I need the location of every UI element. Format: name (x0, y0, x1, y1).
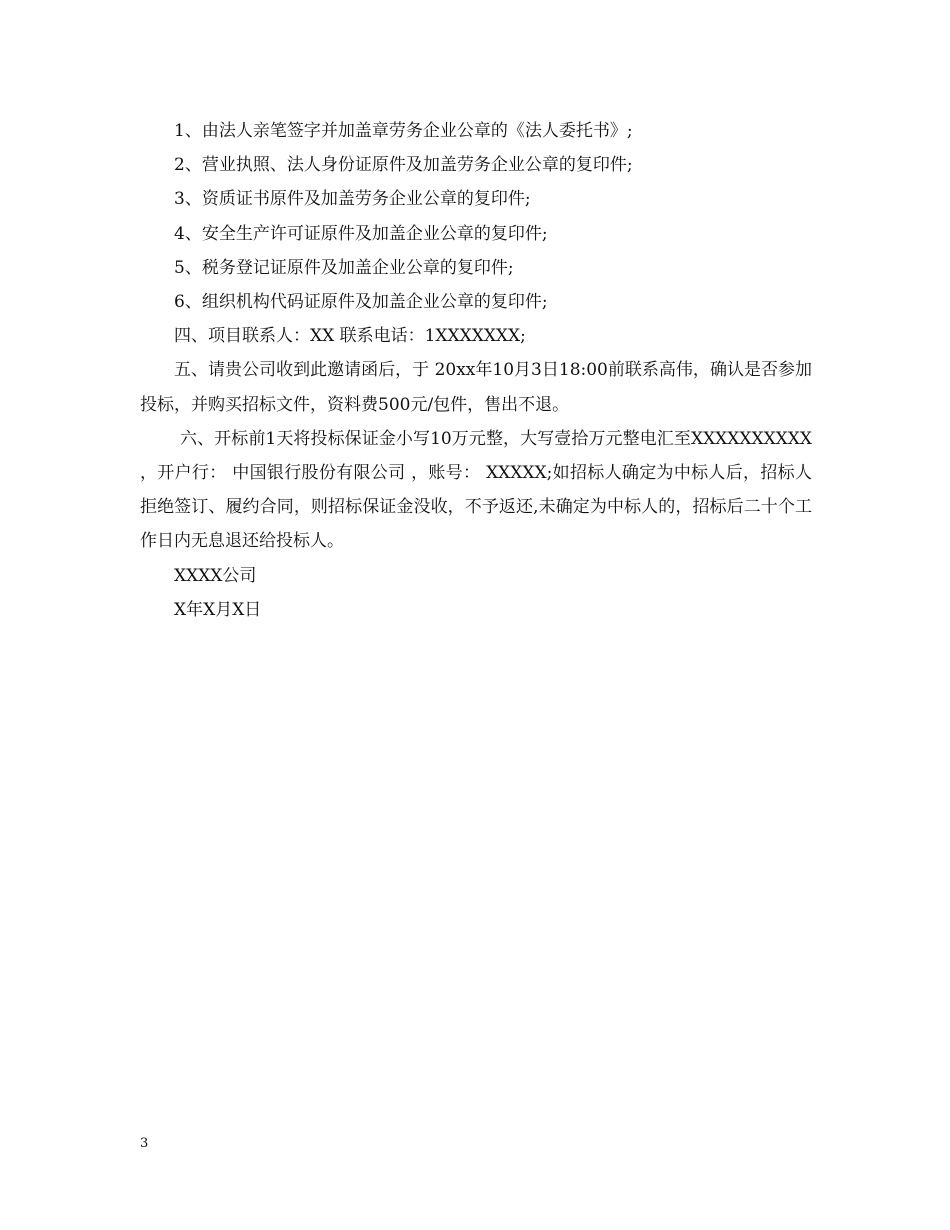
page-number: 3 (140, 1136, 149, 1151)
requirement-item-3: 3、资质证书原件及加盖劳务企业公章的复印件; (174, 189, 531, 210)
contact-paragraph: 四、项目联系人：XX 联系电话：1XXXXXXX; (174, 326, 526, 347)
requirement-item-2: 2、营业执照、法人身份证原件及加盖劳务企业公章的复印件; (174, 155, 633, 176)
requirement-item-5: 5、税务登记证原件及加盖企业公章的复印件; (174, 257, 514, 278)
document-body (140, 114, 812, 627)
company-signature: XXXX公司 (174, 565, 257, 586)
signature-date: X年X月X日 (174, 599, 262, 620)
requirement-item-1: 1、由法人亲笔签字并加盖章劳务企业公章的《法人委托书》; (174, 121, 633, 141)
deadline-paragraph: 五、请贵公司收到此邀请函后，于 20xx年10月3日18:00前联系高伟，确认是否参加投标，并购买招标文件，资料费500元/包件，售出不退。 (140, 360, 812, 415)
deposit-paragraph: 六、开标前1天将投标保证金小写10万元整，大写壹拾万元整电汇至XXXXXXXXXX ，开户行： 中国银行股份有限公司 ，账号： XXXXX;如招标人确定为中标人后，招标人拒绝签订、履约合同，则招标保证金没收，不予返还,未确定为中标人的，招标后二十个工作日内无息退还给投标人。 (140, 428, 812, 552)
requirement-item-6: 6、组织机构代码证原件及加盖企业公章的复印件; (174, 292, 548, 313)
requirement-item-4: 4、安全生产许可证原件及加盖企业公章的复印件; (174, 223, 548, 244)
